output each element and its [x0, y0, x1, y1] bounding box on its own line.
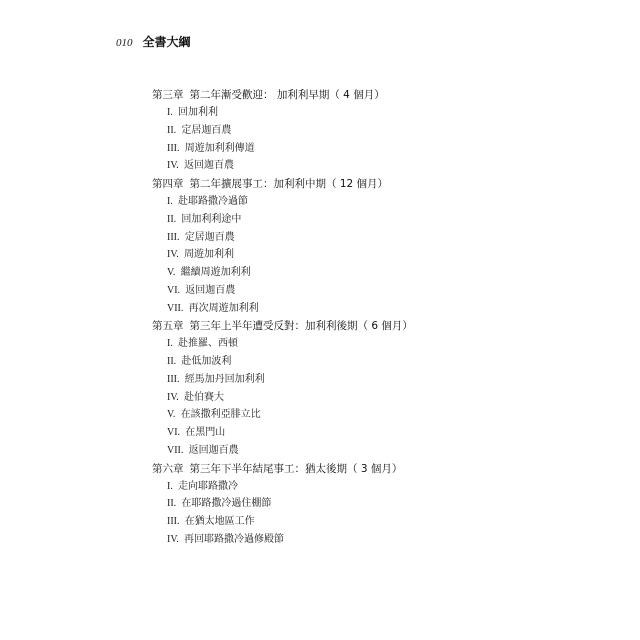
section-numeral: IV.	[167, 160, 179, 172]
section-item	[167, 424, 592, 442]
chapter-heading: 第二年擴展事工：加利利中期（ 12 個月）	[189, 178, 389, 190]
section-title: 在耶路撒冷過住棚節	[181, 498, 272, 510]
section-numeral: I.	[167, 480, 173, 492]
section-title: 繼續周遊加利利	[180, 267, 251, 278]
section-item	[167, 300, 592, 318]
section-item	[167, 282, 592, 300]
section-numeral: IV.	[167, 533, 179, 545]
section-item	[167, 140, 592, 158]
chapter-number: 第三章	[152, 89, 184, 101]
section-numeral: II.	[167, 124, 177, 136]
section-list	[152, 335, 592, 459]
chapter-3	[152, 86, 592, 175]
section-numeral: III.	[167, 516, 180, 527]
section-numeral: V.	[167, 409, 176, 421]
chapter-heading: 第三年下半年結尾事工：猶太後期（ 3 個月）	[189, 462, 403, 475]
section-item	[167, 442, 592, 460]
section-item	[167, 193, 592, 211]
section-list	[152, 193, 592, 317]
chapter-6	[152, 460, 592, 549]
section-title: 周遊加利利傳道	[184, 142, 255, 154]
section-title: 返回迦百農	[188, 444, 239, 456]
section-title: 回加利利	[178, 107, 219, 118]
section-title: 赴伯賽大	[183, 391, 224, 403]
section-item	[167, 353, 592, 371]
section-item	[167, 264, 592, 282]
section-item	[167, 406, 592, 424]
chapter-title	[152, 175, 592, 193]
section-title: 再回耶路撒冷過修殿節	[183, 533, 284, 545]
section-item	[167, 371, 592, 389]
chapter-title	[152, 460, 592, 478]
section-title: 返回迦百農	[183, 160, 234, 172]
section-title: 再次周遊加利利	[188, 302, 259, 314]
section-numeral: IV.	[167, 391, 179, 403]
section-title: 周遊加利利	[183, 249, 234, 261]
section-item	[167, 246, 592, 264]
page-header	[116, 33, 191, 49]
section-title: 經馬加丹回加利利	[184, 373, 265, 385]
section-title: 在黑門山	[185, 427, 226, 438]
section-title: 走向耶路撒冷	[178, 480, 239, 492]
section-title: 在猶太地區工作	[184, 516, 255, 527]
section-numeral: III.	[167, 373, 180, 385]
section-item	[167, 335, 592, 353]
chapter-heading: 第三年上半年遭受反對：加利利後期（ 6 個月）	[189, 320, 413, 333]
section-numeral: I.	[167, 196, 173, 207]
chapter-title	[152, 317, 592, 335]
table-of-contents	[152, 86, 592, 549]
section-numeral: II.	[167, 498, 177, 510]
section-title: 定居迦百農	[181, 124, 232, 136]
section-title: 定居迦百農	[184, 231, 235, 243]
section-title: 回加利利途中	[181, 213, 242, 225]
section-numeral: VII.	[167, 444, 184, 456]
section-numeral: III.	[167, 231, 180, 243]
section-item	[167, 478, 592, 496]
section-numeral: V.	[167, 267, 176, 278]
chapter-number: 第四章	[152, 178, 184, 190]
chapter-5	[152, 317, 592, 459]
chapter-4	[152, 175, 592, 317]
section-title: 赴推羅、西頓	[178, 338, 239, 350]
section-title: 赴耶路撒冷過節	[178, 196, 249, 207]
section-list	[152, 478, 592, 549]
section-item	[167, 157, 592, 175]
section-title: 在該撒利亞腓立比	[180, 409, 261, 421]
section-item	[167, 104, 592, 122]
chapter-title	[152, 86, 592, 104]
running-title: 全書大綱	[142, 35, 191, 49]
chapter-number: 第五章	[152, 320, 184, 333]
chapter-heading: 第二年漸受歡迎： 加利利早期（ 4 個月）	[189, 89, 385, 101]
section-title: 赴低加波利	[181, 356, 232, 367]
section-numeral: VI.	[167, 284, 181, 296]
section-item	[167, 495, 592, 513]
section-item	[167, 229, 592, 247]
section-numeral: IV.	[167, 249, 179, 261]
section-numeral: VI.	[167, 427, 181, 438]
page-number: 010	[116, 37, 133, 49]
section-item	[167, 122, 592, 140]
section-title: 返回迦百農	[185, 284, 236, 296]
section-numeral: I.	[167, 338, 173, 350]
section-numeral: III.	[167, 142, 180, 154]
section-item	[167, 531, 592, 549]
chapter-number: 第六章	[152, 462, 184, 475]
section-numeral: II.	[167, 213, 177, 225]
section-item	[167, 389, 592, 407]
section-numeral: I.	[167, 107, 173, 118]
section-item	[167, 513, 592, 531]
section-item	[167, 211, 592, 229]
section-numeral: VII.	[167, 302, 184, 314]
section-list	[152, 104, 592, 175]
section-numeral: II.	[167, 356, 177, 367]
